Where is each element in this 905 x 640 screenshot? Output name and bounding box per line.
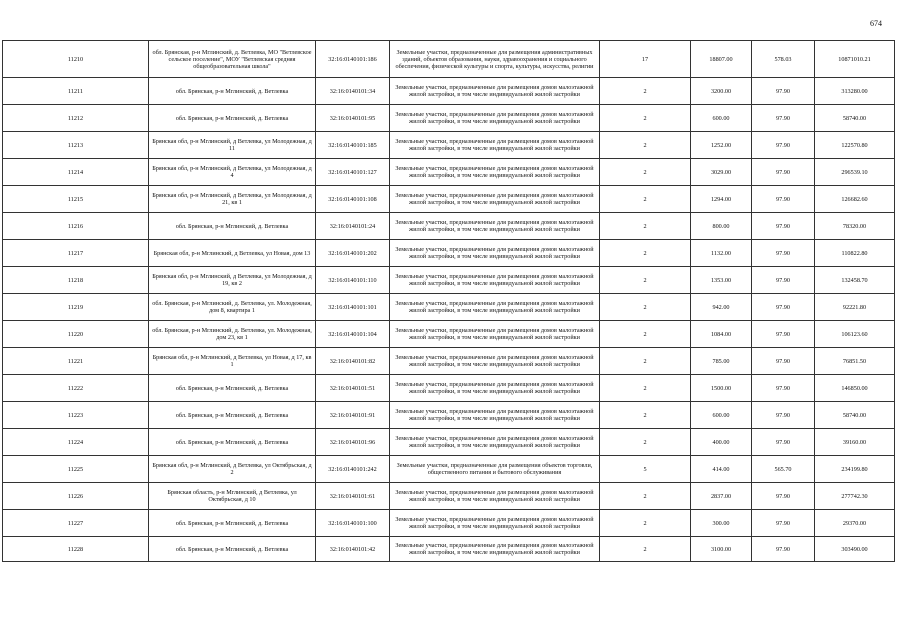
table-row bbox=[3, 186, 895, 213]
address-cell: обл. Брянская, р-н Мглинский, д. Ветлевка bbox=[149, 78, 316, 105]
permitted-use-cell: Земельные участки, предназначенные для размещения домов малоэтажной жилой застройки, в том числе индивидуальной жилой застройки bbox=[390, 537, 600, 562]
permitted-use-cell: Земельные участки, предназначенные для размещения домов малоэтажной жилой застройки, в том числе индивидуальной жилой застройки bbox=[390, 429, 600, 456]
table-row bbox=[3, 537, 895, 562]
address-cell: обл. Брянская, р-н Мглинский, д. Ветлевка, МО "Ветлевское сельское поселение", МОУ "Ветлевская средняя общеобразовательная школа" bbox=[149, 41, 316, 78]
row-number-cell: 11216 bbox=[3, 213, 149, 240]
address-cell: обл. Брянская, р-н Мглинский, д. Ветлевка, ул. Молодежная, дом 23, кв 1 bbox=[149, 321, 316, 348]
row-number-cell: 11219 bbox=[3, 294, 149, 321]
cadastral-number-cell: 32:16:0140101:127 bbox=[316, 159, 390, 186]
address-cell: обл. Брянская, р-н Мглинский, д. Ветлевка bbox=[149, 429, 316, 456]
use-group-cell: 2 bbox=[600, 483, 691, 510]
row-number-cell: 11212 bbox=[3, 105, 149, 132]
page-number: 674 bbox=[870, 19, 882, 28]
row-number-cell: 11228 bbox=[3, 537, 149, 562]
cadastral-value-cell: 58740.00 bbox=[815, 402, 895, 429]
permitted-use-cell: Земельные участки, предназначенные для размещения домов малоэтажной жилой застройки, в том числе индивидуальной жилой застройки bbox=[390, 348, 600, 375]
area-cell: 600.00 bbox=[691, 105, 752, 132]
address-cell: Брянская обл, р-н Мглинский, д Ветлевка, ул Молодежная, д 11 bbox=[149, 132, 316, 159]
use-group-cell: 2 bbox=[600, 375, 691, 402]
cadastral-number-cell: 32:16:0140101:34 bbox=[316, 78, 390, 105]
use-group-cell: 2 bbox=[600, 240, 691, 267]
table-row bbox=[3, 213, 895, 240]
cadastral-number-cell: 32:16:0140101:95 bbox=[316, 105, 390, 132]
specific-value-cell: 97.90 bbox=[752, 159, 815, 186]
permitted-use-cell: Земельные участки, предназначенные для размещения домов малоэтажной жилой застройки, в том числе индивидуальной жилой застройки bbox=[390, 267, 600, 294]
area-cell: 1294.00 bbox=[691, 186, 752, 213]
row-number-cell: 11225 bbox=[3, 456, 149, 483]
area-cell: 3200.00 bbox=[691, 78, 752, 105]
table-row bbox=[3, 41, 895, 78]
table-row bbox=[3, 402, 895, 429]
permitted-use-cell: Земельные участки, предназначенные для размещения домов малоэтажной жилой застройки, в том числе индивидуальной жилой застройки bbox=[390, 375, 600, 402]
cadastral-number-cell: 32:16:0140101:186 bbox=[316, 41, 390, 78]
specific-value-cell: 97.90 bbox=[752, 186, 815, 213]
specific-value-cell: 97.90 bbox=[752, 267, 815, 294]
row-number-cell: 11223 bbox=[3, 402, 149, 429]
table-row bbox=[3, 510, 895, 537]
cadastral-number-cell: 32:16:0140101:110 bbox=[316, 267, 390, 294]
use-group-cell: 2 bbox=[600, 348, 691, 375]
cadastral-number-cell: 32:16:0140101:202 bbox=[316, 240, 390, 267]
specific-value-cell: 97.90 bbox=[752, 105, 815, 132]
specific-value-cell: 97.90 bbox=[752, 375, 815, 402]
specific-value-cell: 565.70 bbox=[752, 456, 815, 483]
cadastral-value-cell: 146850.00 bbox=[815, 375, 895, 402]
table-row bbox=[3, 294, 895, 321]
specific-value-cell: 97.90 bbox=[752, 294, 815, 321]
row-number-cell: 11215 bbox=[3, 186, 149, 213]
area-cell: 1500.00 bbox=[691, 375, 752, 402]
cadastral-value-cell: 58740.00 bbox=[815, 105, 895, 132]
table-body bbox=[3, 41, 895, 562]
row-number-cell: 11224 bbox=[3, 429, 149, 456]
cadastral-value-cell: 296539.10 bbox=[815, 159, 895, 186]
use-group-cell: 2 bbox=[600, 132, 691, 159]
cadastral-value-cell: 277742.30 bbox=[815, 483, 895, 510]
cadastral-value-cell: 234199.80 bbox=[815, 456, 895, 483]
cadastral-number-cell: 32:16:0140101:101 bbox=[316, 294, 390, 321]
address-cell: обл. Брянская, р-н Мглинский, д. Ветлевка bbox=[149, 375, 316, 402]
row-number-cell: 11220 bbox=[3, 321, 149, 348]
cadastral-number-cell: 32:16:0140101:108 bbox=[316, 186, 390, 213]
permitted-use-cell: Земельные участки, предназначенные для размещения домов малоэтажной жилой застройки, в том числе индивидуальной жилой застройки bbox=[390, 132, 600, 159]
cadastral-number-cell: 32:16:0140101:96 bbox=[316, 429, 390, 456]
row-number-cell: 11221 bbox=[3, 348, 149, 375]
table-row bbox=[3, 456, 895, 483]
permitted-use-cell: Земельные участки, предназначенные для размещения домов малоэтажной жилой застройки, в том числе индивидуальной жилой застройки bbox=[390, 159, 600, 186]
area-cell: 18807.00 bbox=[691, 41, 752, 78]
use-group-cell: 2 bbox=[600, 429, 691, 456]
specific-value-cell: 97.90 bbox=[752, 213, 815, 240]
cadastral-value-cell: 76851.50 bbox=[815, 348, 895, 375]
permitted-use-cell: Земельные участки, предназначенные для размещения домов малоэтажной жилой застройки, в том числе индивидуальной жилой застройки bbox=[390, 240, 600, 267]
cadastral-number-cell: 32:16:0140101:185 bbox=[316, 132, 390, 159]
area-cell: 414.00 bbox=[691, 456, 752, 483]
row-number-cell: 11222 bbox=[3, 375, 149, 402]
cadastral-number-cell: 32:16:0140101:24 bbox=[316, 213, 390, 240]
address-cell: обл. Брянская, р-н Мглинский, д. Ветлевка bbox=[149, 537, 316, 562]
row-number-cell: 11213 bbox=[3, 132, 149, 159]
address-cell: обл. Брянская, р-н Мглинский, д. Ветлевка bbox=[149, 105, 316, 132]
use-group-cell: 2 bbox=[600, 294, 691, 321]
specific-value-cell: 97.90 bbox=[752, 240, 815, 267]
cadastral-number-cell: 32:16:0140101:100 bbox=[316, 510, 390, 537]
cadastral-value-cell: 10871010.21 bbox=[815, 41, 895, 78]
cadastral-value-table bbox=[2, 40, 895, 562]
address-cell: Брянская обл, р-н Мглинский, д Ветлевка, ул Новая, д 17, кв 1 bbox=[149, 348, 316, 375]
address-cell: обл. Брянская, р-н Мглинский, д. Ветлевка, ул. Молодежная, дом 8, квартира 1 bbox=[149, 294, 316, 321]
area-cell: 400.00 bbox=[691, 429, 752, 456]
area-cell: 300.00 bbox=[691, 510, 752, 537]
specific-value-cell: 97.90 bbox=[752, 402, 815, 429]
specific-value-cell: 97.90 bbox=[752, 132, 815, 159]
permitted-use-cell: Земельные участки, предназначенные для размещения домов малоэтажной жилой застройки, в том числе индивидуальной жилой застройки bbox=[390, 321, 600, 348]
cadastral-number-cell: 32:16:0140101:242 bbox=[316, 456, 390, 483]
cadastral-value-cell: 132458.70 bbox=[815, 267, 895, 294]
specific-value-cell: 578.03 bbox=[752, 41, 815, 78]
permitted-use-cell: Земельные участки, предназначенные для размещения домов малоэтажной жилой застройки, в том числе индивидуальной жилой застройки bbox=[390, 78, 600, 105]
area-cell: 785.00 bbox=[691, 348, 752, 375]
row-number-cell: 11227 bbox=[3, 510, 149, 537]
cadastral-number-cell: 32:16:0140101:51 bbox=[316, 375, 390, 402]
specific-value-cell: 97.90 bbox=[752, 537, 815, 562]
use-group-cell: 2 bbox=[600, 159, 691, 186]
specific-value-cell: 97.90 bbox=[752, 429, 815, 456]
table-row bbox=[3, 78, 895, 105]
use-group-cell: 2 bbox=[600, 186, 691, 213]
row-number-cell: 11218 bbox=[3, 267, 149, 294]
cadastral-value-cell: 122570.80 bbox=[815, 132, 895, 159]
area-cell: 1252.00 bbox=[691, 132, 752, 159]
row-number-cell: 11217 bbox=[3, 240, 149, 267]
area-cell: 1084.00 bbox=[691, 321, 752, 348]
permitted-use-cell: Земельные участки, предназначенные для размещения домов малоэтажной жилой застройки, в том числе индивидуальной жилой застройки bbox=[390, 186, 600, 213]
cadastral-value-cell: 39160.00 bbox=[815, 429, 895, 456]
area-cell: 942.00 bbox=[691, 294, 752, 321]
area-cell: 1132.00 bbox=[691, 240, 752, 267]
address-cell: Брянская обл, р-н Мглинский, д Ветлевка, ул Молодежная, д 19, кв 2 bbox=[149, 267, 316, 294]
cadastral-number-cell: 32:16:0140101:42 bbox=[316, 537, 390, 562]
address-cell: Брянская обл, р-н Мглинский, д Ветлевка, ул Молодежная, д 4 bbox=[149, 159, 316, 186]
cadastral-value-cell: 92221.80 bbox=[815, 294, 895, 321]
area-cell: 1353.00 bbox=[691, 267, 752, 294]
cadastral-value-cell: 313280.00 bbox=[815, 78, 895, 105]
table-row bbox=[3, 375, 895, 402]
permitted-use-cell: Земельные участки, предназначенные для размещения домов малоэтажной жилой застройки, в том числе индивидуальной жилой застройки bbox=[390, 294, 600, 321]
use-group-cell: 2 bbox=[600, 78, 691, 105]
table-row bbox=[3, 105, 895, 132]
address-cell: Брянская обл, р-н Мглинский, д Ветлевка, ул Новая, дом 13 bbox=[149, 240, 316, 267]
area-cell: 800.00 bbox=[691, 213, 752, 240]
cadastral-value-cell: 29370.00 bbox=[815, 510, 895, 537]
use-group-cell: 5 bbox=[600, 456, 691, 483]
permitted-use-cell: Земельные участки, предназначенные для размещения домов малоэтажной жилой застройки, в том числе индивидуальной жилой застройки bbox=[390, 105, 600, 132]
permitted-use-cell: Земельные участки, предназначенные для размещения домов малоэтажной жилой застройки, в том числе индивидуальной жилой застройки bbox=[390, 402, 600, 429]
table-row bbox=[3, 159, 895, 186]
permitted-use-cell: Земельные участки, предназначенные для размещения домов малоэтажной жилой застройки, в том числе индивидуальной жилой застройки bbox=[390, 510, 600, 537]
area-cell: 3100.00 bbox=[691, 537, 752, 562]
use-group-cell: 2 bbox=[600, 537, 691, 562]
address-cell: Брянская область, р-н Мглинский, д Ветлевка, ул Октябрьская, д 10 bbox=[149, 483, 316, 510]
cadastral-value-cell: 106123.60 bbox=[815, 321, 895, 348]
table-row bbox=[3, 240, 895, 267]
permitted-use-cell: Земельные участки, предназначенные для размещения домов малоэтажной жилой застройки, в том числе индивидуальной жилой застройки bbox=[390, 213, 600, 240]
specific-value-cell: 97.90 bbox=[752, 483, 815, 510]
specific-value-cell: 97.90 bbox=[752, 321, 815, 348]
permitted-use-cell: Земельные участки, предназначенные для размещения административных зданий, объектов образования, науки, здравоохранения и социального обеспечения, физической культуры и спорта, культуры, искусства, религии bbox=[390, 41, 600, 78]
address-cell: обл. Брянская, р-н Мглинский, д. Ветлевка bbox=[149, 213, 316, 240]
address-cell: Брянская обл, р-н Мглинский, д Ветлевка, ул Молодежная, д 21, кв 1 bbox=[149, 186, 316, 213]
permitted-use-cell: Земельные участки, предназначенные для размещения объектов торговли, общественного питания и бытового обслуживания bbox=[390, 456, 600, 483]
cadastral-number-cell: 32:16:0140101:82 bbox=[316, 348, 390, 375]
address-cell: Брянская обл, р-н Мглинский, д Ветлевка, ул Октябрьская, д 2 bbox=[149, 456, 316, 483]
cadastral-value-cell: 126682.60 bbox=[815, 186, 895, 213]
use-group-cell: 2 bbox=[600, 321, 691, 348]
row-number-cell: 11210 bbox=[3, 41, 149, 78]
use-group-cell: 2 bbox=[600, 510, 691, 537]
use-group-cell: 2 bbox=[600, 267, 691, 294]
table-row bbox=[3, 429, 895, 456]
area-cell: 3029.00 bbox=[691, 159, 752, 186]
area-cell: 600.00 bbox=[691, 402, 752, 429]
table-row bbox=[3, 267, 895, 294]
cadastral-number-cell: 32:16:0140101:104 bbox=[316, 321, 390, 348]
specific-value-cell: 97.90 bbox=[752, 78, 815, 105]
area-cell: 2837.00 bbox=[691, 483, 752, 510]
table-row bbox=[3, 483, 895, 510]
row-number-cell: 11214 bbox=[3, 159, 149, 186]
row-number-cell: 11226 bbox=[3, 483, 149, 510]
use-group-cell: 2 bbox=[600, 213, 691, 240]
table-row bbox=[3, 321, 895, 348]
cadastral-number-cell: 32:16:0140101:91 bbox=[316, 402, 390, 429]
row-number-cell: 11211 bbox=[3, 78, 149, 105]
specific-value-cell: 97.90 bbox=[752, 510, 815, 537]
cadastral-value-cell: 110822.80 bbox=[815, 240, 895, 267]
table-row bbox=[3, 132, 895, 159]
use-group-cell: 17 bbox=[600, 41, 691, 78]
cadastral-number-cell: 32:16:0140101:61 bbox=[316, 483, 390, 510]
cadastral-value-cell: 303490.00 bbox=[815, 537, 895, 562]
specific-value-cell: 97.90 bbox=[752, 348, 815, 375]
use-group-cell: 2 bbox=[600, 402, 691, 429]
address-cell: обл. Брянская, р-н Мглинский, д. Ветлевка bbox=[149, 510, 316, 537]
permitted-use-cell: Земельные участки, предназначенные для размещения домов малоэтажной жилой застройки, в том числе индивидуальной жилой застройки bbox=[390, 483, 600, 510]
cadastral-value-cell: 78320.00 bbox=[815, 213, 895, 240]
use-group-cell: 2 bbox=[600, 105, 691, 132]
address-cell: обл. Брянская, р-н Мглинский, д. Ветлевка bbox=[149, 402, 316, 429]
table-row bbox=[3, 348, 895, 375]
